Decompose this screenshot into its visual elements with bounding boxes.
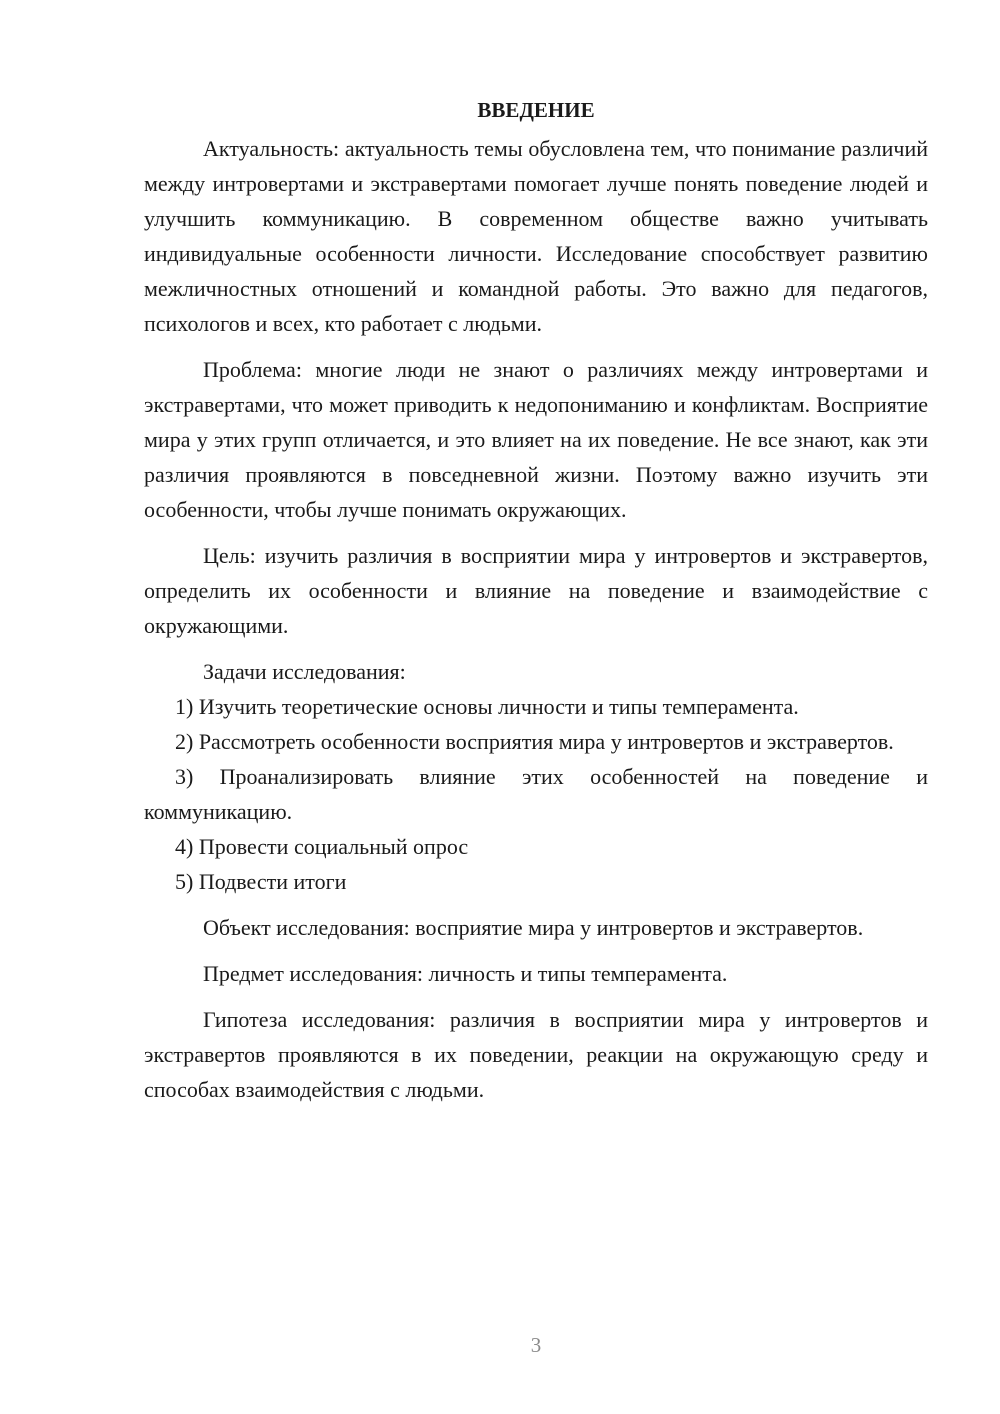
task-item-2: 2) Рассмотреть особенности восприятия мира у интровертов и экстравертов. xyxy=(175,729,894,754)
paragraph-object: Объект исследования: восприятие мира у интровертов и экстравертов. xyxy=(203,915,864,940)
paragraph-hypothesis: Гипотеза исследования: различия в восприятии мира у интровертов и экстравертов проявляются в их поведении, реакции на окружающую среду и способах взаимодействия с людьми. xyxy=(144,1007,928,1102)
page-number: 3 xyxy=(530,1333,542,1357)
paragraph-problem: Проблема: многие люди не знают о различиях между интровертами и экстравертами, что может приводить к недопониманию и конфликтам. Восприятие мира у этих групп отличается, и это влияет на их поведение. Не все знают, как эти различия проявляются в повседневной жизни. Поэтому важно изучить эти особенности, чтобы лучше понимать окружающих. xyxy=(144,357,928,522)
task-item-1: 1) Изучить теоретические основы личности и типы темперамента. xyxy=(175,694,799,719)
paragraph-relevance: Актуальность: актуальность темы обусловлена тем, что понимание различий между интровертами и экстравертами помогает лучше понять поведение людей и улучшить коммуникацию. В современном обществе важно учитывать индивидуальные особенности личности. Исследование способствует развитию межличностных отношений и командной работы. Это важно для педагогов, психологов и всех, кто работает с людьми. xyxy=(144,136,928,336)
page-content xyxy=(144,93,928,1107)
paragraph-tasks-heading: Задачи исследования: xyxy=(203,659,406,684)
task-item-4: 4) Провести социальный опрос xyxy=(175,834,469,859)
paragraph-subject: Предмет исследования: личность и типы темперамента. xyxy=(203,961,728,986)
section-heading: ВВЕДЕНИЕ xyxy=(477,98,595,122)
task-item-5: 5) Подвести итоги xyxy=(175,869,347,894)
task-item-3: 3) Проанализировать влияние этих особенностей на поведение и коммуникацию. xyxy=(144,764,928,824)
paragraph-goal: Цель: изучить различия в восприятии мира у интровертов и экстравертов, определить их особенности и влияние на поведение и взаимодействие с окружающими. xyxy=(144,543,928,638)
